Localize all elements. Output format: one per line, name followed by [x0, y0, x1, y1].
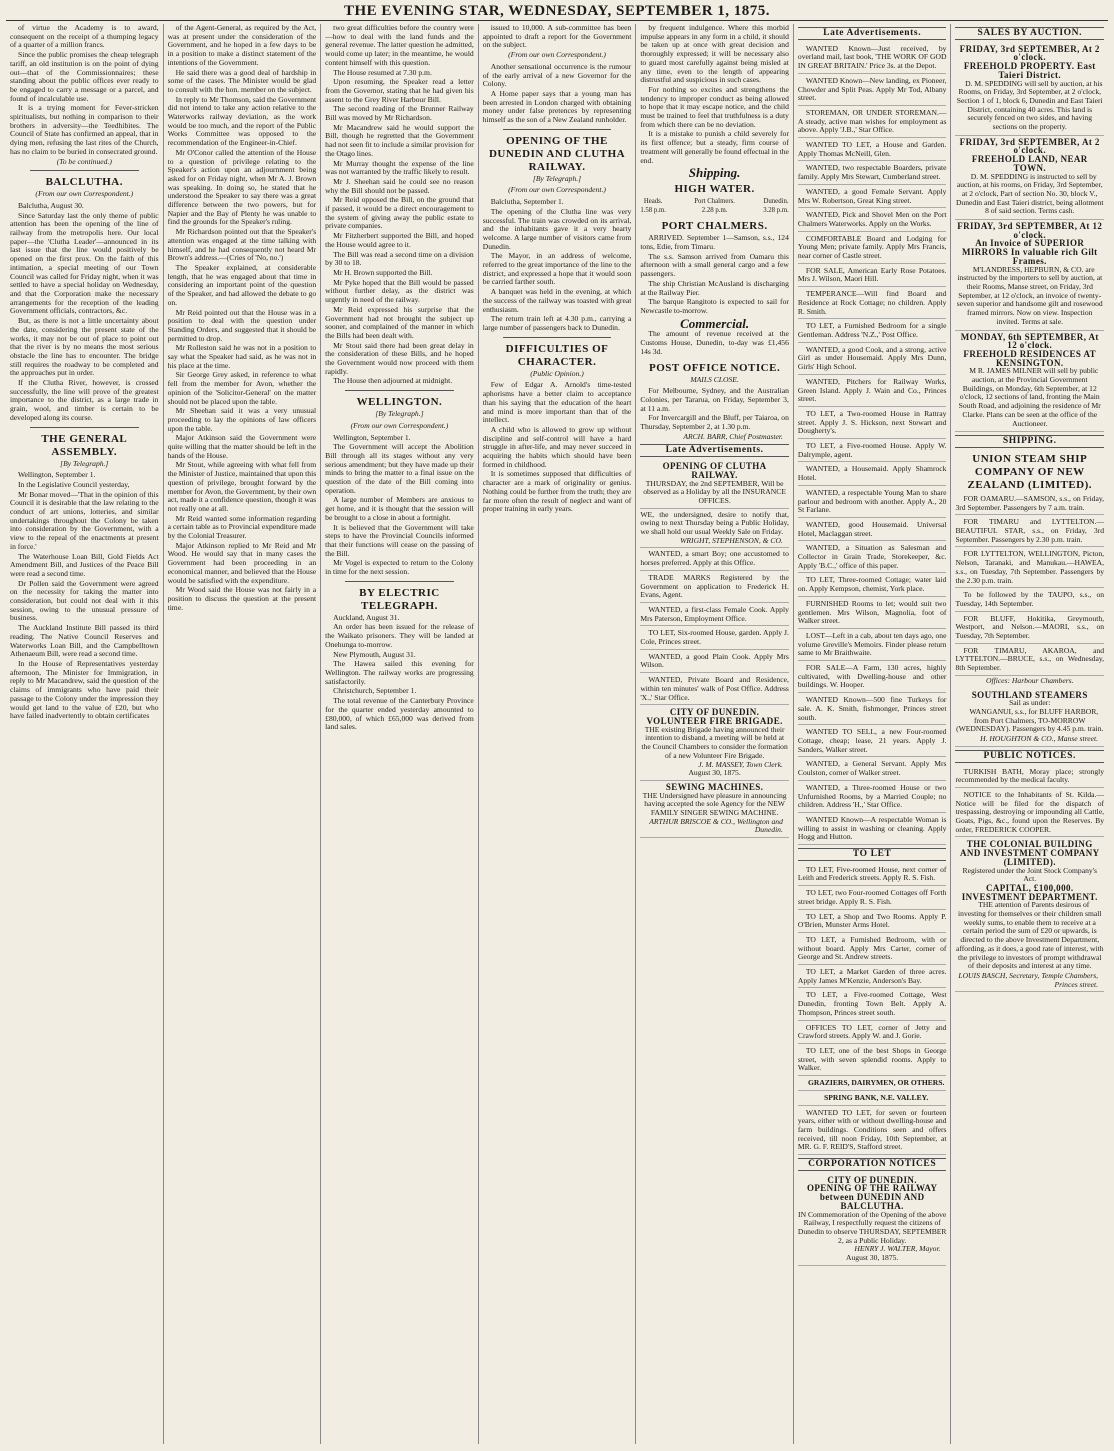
- column-5: [635, 24, 793, 1444]
- article-paragraph: The Speaker explained, at considerable length, that he was engaged about that time in considering an important point of the question of the Speaker, and had allowed the debate to go on.: [167, 262, 317, 307]
- article-paragraph: Few of Edgar A. Arnold's time-tested aphorisms have a better claim to acceptance than his saying that the education of the heart and mind is more important than that of the intellect.: [482, 380, 632, 425]
- sailing-notice: FOR LYTTELTON, WELLINGTON, Picton, Nelson, Taranaki, and Manukau.—HAWEA, s.s., on Tuesday, 7th September. Passengers by the 2.30 p.m. train.: [955, 548, 1104, 588]
- union-office-address: Offices: Harbour Chambers.: [985, 675, 1074, 685]
- article-paragraph: The Mayor, in an address of welcome, referred to the great importance of the line to the district, and expressed a hope that it would soon be carried farther south.: [482, 251, 632, 287]
- classified-ad: WANTED, a good Female Servant. Apply Mrs W. Robertson, Great King street.: [798, 186, 947, 208]
- classified-ad: WANTED TO SELL, a new Four-roomed Cottage, cheap; lease, 21 years. Apply J. Sanders, Walker street.: [798, 726, 947, 757]
- divider: [345, 390, 454, 391]
- high-water-entry: [640, 198, 666, 215]
- article-paragraph: The House resumed at 7.30 p.m.: [333, 67, 432, 77]
- article-paragraph: by frequent indulgence. Where this morbid impulse appears in any form in a child, it should be taken up at once with great decision and thoroughly expressed; it will be necessary also to guard most carefully against being misled at any time, even to the length of appearing distrustful and suspicious in such cases.: [640, 24, 789, 85]
- auction-date: MONDAY, 6th SEPTEMBER, At 12 o'clock.: [960, 331, 1099, 351]
- article-paragraph: If the Clutha River, however, is crossed successfully, the line will prove of the greatest importance to the district, as a large trade in grain, wool, and timber is certain to be developed along its course.: [10, 378, 159, 422]
- difficulties-headline: DIFFICULTIES OF CHARACTER.: [505, 342, 609, 368]
- article-paragraph: Christchurch, September 1.: [333, 686, 417, 696]
- article-paragraph: In the Legislative Council yesterday,: [18, 479, 130, 489]
- ad-title: CITY OF DUNEDIN.: [669, 707, 760, 718]
- column-7: [950, 24, 1108, 1444]
- notice-date: August 30, 1875.: [846, 1253, 899, 1263]
- classified-ad: COMFORTABLE Board and Lodging for Young Men; private family. Apply Mrs Francis, near corner of Castle street.: [798, 233, 947, 264]
- ad-signature: WRIGHT, STEPHENSON, & CO.: [680, 535, 783, 545]
- article-paragraph: The ship Christian McAusland is discharging at the Railway Pier.: [640, 278, 789, 297]
- article-paragraph: A large number of Members are anxious to get home, and it is thought that the session will be brought to a close in about a fortnight.: [325, 495, 474, 522]
- auction-title: An Invoice of SUPERIOR MIRRORS In valuable rich Gilt Frames.: [961, 238, 1098, 266]
- wellington-byline: [By Telegraph.]: [375, 409, 424, 419]
- article-paragraph: Mr Bonar moved—'That in the opinion of this Council it is desirable that the law relating to the conduct of art unions, lotteries, and similar undertakings throughout the Colony be taken into consideration by the Government, with a view to the repeal of the enactments at present in force.': [10, 489, 159, 551]
- late-advertisements-heading: Late Advertisements.: [640, 444, 789, 457]
- high-water-place: Heads.: [643, 197, 663, 205]
- corporation-notices-heading: CORPORATION NOTICES: [798, 1158, 947, 1171]
- high-water-place: Dunedin.: [763, 197, 789, 205]
- auction-date: FRIDAY, 3rd SEPTEMBER, At 2 o'clock.: [959, 136, 1100, 156]
- classified-ad: TEMPERANCE—Will find Board and Residence at Rock Cottage; no children. Apply R. Smith.: [798, 288, 947, 319]
- article-paragraph: The Government will accept the Abolition Bill through all its stages without any very serious amendment; but they have made up their minds to bring the matter to a final issue on the question of the date of the Bill coming into operation.: [325, 442, 474, 495]
- notice-subtitle: OPENING OF THE RAILWAY between DUNEDIN AND BALCLUTHA.: [806, 1183, 938, 1211]
- classified-ad: TO LET, Six-roomed House, garden. Apply J. Cole, Princes street.: [640, 627, 789, 649]
- divider: [30, 170, 139, 171]
- ad-title: OPENING OF CLUTHA RAILWAY.: [662, 461, 767, 480]
- article-paragraph: It is a trying moment for Fever-stricken spiritualists, but nothing in comparison to their brothers in adversity—the Teedhibites. The Council of State has confirmed an appeal, that in dying men, refusing the last rites of the Church, has no claim to be buried in consecrated ground.: [10, 103, 159, 156]
- sewing-machines-ad: [640, 781, 789, 838]
- ad-signature: J. M. MASSEY, Town Clerk.: [698, 759, 783, 769]
- article-paragraph: Mr Reid expressed his surprise that the Government had not brought the subject up sooner, and complained of the manner in which the Bills had been dealt with.: [325, 304, 474, 340]
- ad-signature: LOUIS BASCH, Secretary, Temple Chambers, Princes street.: [958, 970, 1099, 989]
- auction-ad: [955, 220, 1104, 330]
- ad-body: WANGANUI, s.s., for BLUFF HARBOR, from Port Chalmers, TO-MORROW (WEDNESDAY). Passengers by 4.45 p.m. train.: [956, 707, 1104, 734]
- classified-ad: WANTED Known—500 fine Turkeys for sale. A. K. Smith, fishmonger, Princes street south.: [798, 694, 947, 725]
- classified-ad: TO LET, a Furnished Bedroom for a single Gentleman. Address 'N.Z.,' Post Office.: [798, 320, 947, 342]
- public-notices-heading: PUBLIC NOTICES.: [955, 750, 1104, 763]
- article-paragraph: The total revenue of the Canterbury Province for the quarter ended yesterday amounted to £80,000, of which £65,000 was derived from land sales.: [325, 696, 474, 732]
- article-paragraph: For nothing so excites and strengthens the tendency to improper conduct as being allowed to hope that it may escape notice, and the child must be trained to feel that truthfulness is a duty from which there can be no deviation.: [640, 84, 789, 129]
- ad-title: SEWING MACHINES.: [665, 781, 764, 792]
- balclutha-byline: (From our own Correspondent.): [35, 189, 134, 199]
- classified-ad: WANTED Known—Just received, by overland mail, last book, 'THE WORK OF GOD IN GREAT BRITAIN.' Price 3s. at the Depot.: [798, 43, 947, 74]
- article-paragraph: Mr Vogel is expected to return to the Colony in time for the next session.: [325, 558, 474, 577]
- article-paragraph: Mr Macandrew said he would support the Bill, though he regretted that the Government had not seen fit to include a similar provision for the Otago lines.: [325, 122, 474, 158]
- classified-ad: TRADE MARKS Registered by the Government on application to Frederick H. Evans, Agent.: [640, 572, 789, 603]
- article-paragraph: The Hawea sailed this evening for Wellington. The railway works are progressing satisfactorily.: [325, 659, 474, 686]
- assembly-headline: THE GENERAL ASSEMBLY.: [41, 432, 128, 458]
- railway-holiday-notice: [798, 1174, 947, 1266]
- classified-ad: WANTED, a Situation as Salesman and Collector in Grain Trade, Storekeeper, &c. Apply 'B.C.,' office of this paper.: [798, 542, 947, 573]
- auction-date: FRIDAY, 3rd SEPTEMBER, At 12 o'clock.: [957, 221, 1103, 240]
- article-paragraph: An order has been issued for the release of the Waikato prisoners. They will be landed at Onehunga to-morrow.: [325, 622, 474, 649]
- opening-holiday-ad: [640, 460, 789, 509]
- classified-ad: OFFICES TO LET, corner of Jetty and Crawford streets. Apply W. and J. Gorie.: [798, 1022, 947, 1044]
- ad-date: August 30, 1875.: [688, 768, 741, 778]
- investment-department-heading: INVESTMENT DEPARTMENT.: [961, 891, 1098, 902]
- opening-byline: [By Telegraph.]: [532, 173, 582, 183]
- article-paragraph: Mr Fitzherbert supported the Bill, and hoped the House would agree to it.: [325, 231, 474, 249]
- auction-ad: [955, 331, 1104, 433]
- classified-ad: TO LET, Three-roomed Cottage; water laid on. Apply Kempson, chemist, York place.: [798, 574, 947, 596]
- classified-ad: FURNISHED Rooms to let; would suit two gentlemen. Mrs Wilson, Magnolia, foot of Walker street.: [798, 598, 947, 629]
- article-paragraph: of virtue the Academy is to award, consequent on the receipt of a thumping legacy of a quarter of a million francs.: [10, 24, 159, 50]
- sailing-notice: To be followed by the TAUPO, s.s., on Tuesday, 14th September.: [955, 589, 1104, 611]
- article-paragraph: Mr H. Brown supported the Bill.: [333, 267, 433, 277]
- notice-title: CITY OF DUNEDIN.: [827, 1174, 917, 1185]
- ad-body: THURSDAY, the 2nd SEPTEMBER, Will be observed as a Holiday by all the INSURANCE OFFICES.: [643, 478, 786, 505]
- classified-ad: TO LET, a Furnished Bedroom, with or without board. Apply Mrs Carter, corner of George and St. Andrew streets.: [798, 934, 947, 965]
- divider: [345, 581, 454, 582]
- classified-ad: WANTED Known—A respectable Woman is willing to assist in washing or cleaning. Apply Hogg and Hutton.: [798, 814, 947, 845]
- public-notice: NOTICE to the Inhabitants of St. Kilda.—Notice will be filed for the dispatch of trespassing, destroying or impounding all Cattle, Goats, Pigs, &c., found upon the Reserves. By order, FREDERICK COOPER.: [955, 789, 1104, 838]
- article-paragraph: It is believed that the Government will take steps to have the Provincial Councils informed that their functions will cease on the passing of the Bill.: [325, 522, 474, 558]
- columns: [6, 24, 1108, 1444]
- ad-capital: CAPITAL, £100,000.: [985, 882, 1074, 893]
- article-paragraph: Upon resuming, the Speaker read a letter from the Governor, stating that he had given his assent to the Grey River Harbour Bill.: [325, 77, 474, 104]
- late-advertisements-heading: Late Advertisements.: [798, 27, 947, 40]
- article-paragraph: Mr J. Sheehan said he could see no reason why the Bill should not be passed.: [325, 176, 474, 195]
- classified-ad: WANTED, good Housemaid. Universal Hotel, Maclaggan street.: [798, 519, 947, 541]
- sailing-notice: FOR BLUFF, Hokitika, Greymouth, Westport, and Nelson.—MAORI, s.s., on Tuesday, 7th September.: [955, 613, 1104, 644]
- article-paragraph: The Bill was read a second time on a division by 30 to 18.: [325, 249, 474, 268]
- high-water-entry: [694, 198, 735, 215]
- column-4: [478, 24, 636, 1444]
- fire-brigade-ad: [640, 706, 789, 781]
- classified-ad: WANTED, a Housemaid. Apply Shamrock Hotel.: [798, 463, 947, 485]
- article-paragraph: He said there was a good deal of hardship in some of the cases. The Minister would be glad to consult with the hon. member on the subject.: [167, 67, 317, 94]
- article-paragraph: Major Atkinson said the Government were quite willing that the matter should be left in the hands of the House.: [167, 433, 317, 460]
- divider: [503, 129, 612, 130]
- post-office-heading: POST OFFICE NOTICE.: [648, 361, 781, 374]
- article-paragraph: Mr Murray thought the expense of the line was not warranted by the traffic likely to result.: [325, 158, 474, 177]
- opening-railway-headline: OPENING OF THE DUNEDIN AND CLUTHA RAILWAY.: [488, 134, 626, 173]
- classified-ad: WANTED, a good Cook, and a strong, active Girl as under Housemaid. Apply Mrs Dunn, Girls' High School.: [798, 344, 947, 375]
- article-paragraph: Mr Stout, while agreeing with what fell from the Minister of Justice, maintained that upon this question of privilege, brought forward by the member for Avon, the Government, by their own act, made it a confidence question, though it was not really one at all.: [167, 460, 317, 513]
- high-water-table: [640, 198, 789, 215]
- ad-body: THE Undersigned have pleasure in announcing having accepted the sole Agency for the NEW FAMILY SINGER SEWING MACHINE.: [642, 790, 787, 818]
- column-1: [6, 24, 163, 1444]
- shipping-heading: Shipping.: [688, 165, 741, 181]
- auction-date: FRIDAY, 3rd SEPTEMBER, At 2 o'clock.: [959, 43, 1100, 63]
- article-paragraph: The Waterhouse Loan Bill, Gold Fields Act Amendment Bill, and Justices of the Peace Bill were read a second time.: [10, 551, 159, 578]
- auction-title: FREEHOLD LAND, NEAR TOWN.: [971, 154, 1088, 173]
- ad-body: WE, the undersigned, desire to notify that, owing to next Thursday being a Public Holiday, we shall hold our usual Weekly Sale on Friday.: [640, 509, 789, 537]
- article-paragraph: The amount of revenue received at the Customs House, Dunedin, to-day was £1,456 14s 3d.: [640, 329, 789, 356]
- article-paragraph: Mr Richardson pointed out that the Speaker's attention was engaged at the time talking with himself, and he had consequently not heard Mr Brown's address.—(Cries of 'No, no.'): [167, 227, 317, 263]
- classified-ad: WANTED, a Three-roomed House or two Unfurnished Rooms, by a Married Couple; no children. Address 'H.,' Star Office.: [798, 782, 947, 813]
- classified-ad: TO LET, a Market Garden of three acres. Apply James M'Kenzie, Anderson's Bay.: [798, 966, 947, 988]
- article-paragraph: A Home paper says that a young man has been arrested in London charged with obtaining money under false pretences by representing himself as the son of a New Zealand runholder.: [482, 88, 632, 125]
- high-water-time: 3.28 p.m.: [763, 206, 789, 214]
- classified-ad: WANTED, a first-class Female Cook. Apply Mrs Paterson, Employment Office.: [640, 604, 789, 626]
- auction-body: D. M. SPEDDING is instructed to sell by auction, at his rooms, on Friday, 3rd September, at 2 o'clock, Part of section No. 30, block V., Dunedin and East Taieri district, being allotment 8 of said section. Terms cash.: [955, 171, 1104, 216]
- auction-body: M'LANDRESS, HEPBURN, & CO. are instructed by the importers to sell by auction, at their Rooms, Manse street, on Friday, 3rd September, at 12 o'clock, an invoice of twenty-seven superior and handsome gilt and rosewood framed mirrors. Now on view. Inspection invited. Terms at sale.: [956, 264, 1103, 326]
- article-paragraph: of the Agent-General, as required by the Act, was at present under the consideration of the Government, and he hoped in a few days to be in a position to make a distinct statement of the intentions of the Government.: [167, 24, 317, 67]
- sailing-notice: FOR TIMARU and LYTTELTON.—BEAUTIFUL STAR, s.s., on Friday, 3rd September. Passengers by 2.30 p.m. train.: [955, 516, 1104, 547]
- article-paragraph: For Melbourne, Sydney, and the Australian Colonies, per Tararua, on Friday, September 3, at 11 a.m.: [640, 386, 789, 413]
- balclutha-headline: BALCLUTHA.: [45, 176, 123, 189]
- classified-ad: TO LET, a Shop and Two Rooms. Apply P. O'Brien, Munster Arms Hotel.: [798, 911, 947, 933]
- classified-ad: TO LET, a Five-roomed Cottage, West Dunedin, fronting Town Belt. Apply A. Thompson, Princes street south.: [798, 989, 947, 1020]
- article-paragraph: The barque Rangitoto is expected to sail for Newcastle to-morrow.: [640, 297, 789, 315]
- classified-ad: TO LET, Five-roomed House, next corner of Leith and Frederick streets. Apply R. S. Fish.: [798, 864, 947, 886]
- article-paragraph: A child who is allowed to grow up without discipline and self-control will have a hard struggle in after-life, and may never succeed in acquiring the habits which should have been formed in childhood.: [482, 424, 632, 469]
- sailing-notice: FOR TIMARU, AKAROA, and LYTTELTON.—BRUCE, s.s., on Wednesday, 8th September.: [955, 645, 1104, 676]
- article-paragraph: Mr O'Conor called the attention of the House to a question of privilege relating to the Speaker's action upon an adjournment being asked for on Friday night, when Mr A. J. Brown was speaking. In doing so, he stated that he understood the Speaker to say there was a great difference between the two powers, but for Napier and the Bay of Plenty he was unable to find the grounds for the Speaker's ruling.: [167, 147, 317, 227]
- auction-body: M R. JAMES MILNER will sell by public auction, at the Provincial Government Buildings, on Monday, 6th September, at 12 o'clock, 12 sections of land, fronting the Main South Road, and adjoining the residence of Mr Clarke. Plans can be seen at the office of the Auctioneer.: [958, 366, 1101, 428]
- article-paragraph: Major Atkinson replied to Mr Reid and Mr Wood. He would say that in many cases the Government had been proceeding in an economical manner, and believed that the House would be satisfied with the expenditure.: [167, 540, 317, 585]
- column-2: [163, 24, 321, 1444]
- classified-ad: TO LET, a Five-roomed House. Apply W. Dalrymple, agent.: [798, 440, 947, 462]
- ad-signature: ARTHUR BRISCOE & CO., Wellington and Dunedin.: [649, 816, 783, 835]
- classified-ad: LOST—Left in a cab, about ten days ago, one volume Greville's Memoirs. Finder please return same to Mr Braithwaite.: [798, 630, 947, 661]
- ad-body: THE attention of Parents desirous of investing for themselves or their children small weekly sums, to enable them to receive at a certain period the sum of £20 or upwards, is directed to the above Investment Department, affording, as it does, a good rate of interest, with the privilege to investors of prompt withdrawal of their deposits and interest at any time.: [956, 900, 1104, 971]
- classified-ad: WANTED TO LET, for seven or fourteen years, either with or without dwelling-house and farm buildings. Conditions seen and offers received, till noon Friday, 10th September, at MR. G. F. REID'S, Stafford street.: [798, 1107, 947, 1156]
- high-water-entry: [763, 198, 789, 215]
- auction-ad: [955, 43, 1104, 136]
- classified-ad: WANTED, a smart Boy; one accustomed to horses preferred. Apply at this Office.: [640, 548, 789, 570]
- classified-ad: WANTED, a respectable Young Man to share parlour and bedroom with another. Apply A., 20 St Farlane.: [798, 487, 947, 518]
- mayor-signature: HENRY J. WALTER, Mayor.: [854, 1244, 941, 1254]
- article-paragraph: A banquet was held in the evening, at which the success of the railway was toasted with great enthusiasm.: [482, 287, 632, 314]
- classified-ad: TO LET, one of the best Shops in George street, with seven splendid rooms. Apply to Walker.: [798, 1045, 947, 1076]
- high-water-place: Port Chalmers.: [694, 197, 735, 205]
- high-water-time: 2.28 p.m.: [701, 206, 728, 214]
- auction-body: D. M. SPEDDING will sell by auction, at his Rooms, on Friday, 3rd September, at 2 o'clock, Section 1 of 1, block 6, Dunedin and East Taieri District, containing 40 acres. This land is securely fenced on two sides, and having sections on the property.: [956, 78, 1103, 132]
- divider: [503, 337, 612, 338]
- article-paragraph: But, as there is not a little uncertainty about the date, considering the present state of the works, it may not be out of place to point out that the river is by no means the most serious obstacle the line has to encounter. The bridge still requires the roadway to be completed and the approaches put in order.: [10, 316, 159, 378]
- port-chalmers-heading: PORT CHALMERS.: [661, 220, 768, 233]
- auction-title: FREEHOLD RESIDENCES AT KENSINGTON.: [963, 348, 1097, 368]
- southland-steamers-ad: [955, 689, 1104, 747]
- electric-telegraph-headline: BY ELECTRIC TELEGRAPH.: [359, 586, 440, 612]
- column-3: [320, 24, 478, 1444]
- article-paragraph: Wellington, September 1.: [18, 470, 96, 480]
- sailing-notice: FOR OAMARU.—SAMSON, s.s., on Friday, 3rd September. Passengers by 7 a.m. train.: [955, 493, 1104, 515]
- classified-ad: WANTED, two respectable Boarders, private family. Apply Mrs Stewart, Cumberland street.: [798, 162, 947, 184]
- classified-ad: WANTED, a General Servant. Apply Mrs Coulston, corner of Walker street.: [798, 758, 947, 780]
- wellington-headline: WELLINGTON.: [356, 396, 443, 409]
- article-paragraph: two great difficulties before the country were—how to deal with the land funds and the general revenue. The latter question he admitted, would come up later; in the meantime, he would content himself with this question.: [325, 24, 474, 67]
- article-paragraph: For Invercargill and the Bluff, per Taiaroa, on Thursday, September 2, at 1.30 p.m.: [640, 413, 789, 432]
- article-paragraph: The s.s. Samson arrived from Oamaru this afternoon with a small general cargo and a few passengers.: [640, 251, 789, 279]
- sales-by-auction-heading: SALES BY AUCTION.: [955, 27, 1104, 40]
- article-paragraph: Mr Reid pointed out that the House was in a position to deal with the question under Standing Orders, and suggested that it should be permitted to drop.: [167, 307, 317, 343]
- article-paragraph: Another sensational occurrence is the rumour of the early arrival of a new Governor for the Colony.: [482, 61, 632, 89]
- article-paragraph: Mr Reid wanted some information regarding a certain table as to Provincial expenditure made by the Colonial Treasurer.: [167, 513, 317, 541]
- auction-ad: [955, 136, 1104, 220]
- ad-subtitle: Sail as under:: [1009, 698, 1051, 708]
- article-paragraph: Balclutha, September 1.: [490, 197, 564, 207]
- article-paragraph: Wellington, September 1.: [333, 432, 411, 442]
- article-paragraph: The second reading of the Brunner Railway Bill was moved by Mr Richardson.: [325, 104, 474, 123]
- article-paragraph: The House then adjourned at midnight.: [333, 376, 453, 386]
- classified-ad: WANTED Known—New landing, ex Pioneer, Chowder and Split Peas. Apply Mr Tod, Albany street.: [798, 75, 947, 106]
- colonial-building-ad: [955, 838, 1104, 992]
- article-paragraph: Since the public promises the cheap telegraph tariff, an old institution is on the point of dying out—that of the Commissionnaires; these standing about the public offices ever ready to be engaged to carry a message or a parcel, and found of incalculable use.: [10, 50, 159, 103]
- public-notice: TURKISH BATH, Moray place; strongly recommended by the medical faculty.: [955, 766, 1104, 788]
- column-6: [793, 24, 951, 1444]
- classified-ad: WANTED, a good Plain Cook. Apply Mrs Wilson.: [640, 651, 789, 673]
- article-paragraph: Mr Wood said the House was not fairly in a position to discuss the question at the present time.: [167, 585, 317, 612]
- notice-body: IN Commemoration of the Opening of the above Railway, I respectfully request the citizens of Dunedin to observe THURSDAY, SEPTEMBER 2, as a Public Holiday.: [797, 1209, 947, 1245]
- article-paragraph: The opening of the Clutha line was very successful. The train was crowded on its arrival, and the inhabitants gave it a very hearty welcome. A large number of visitors came from Dunedin.: [482, 206, 632, 251]
- classified-ad: WANTED, Private Board and Residence, within ten minutes' walk of Post Office. Address 'X.,' Star Office.: [640, 674, 789, 705]
- article-paragraph: In reply to Mr Thomson, said the Government did not intend to take any action relative to the Waterworks railway deviation, as the work would be too much, and the report of the Public Works Committee was opposed to the recommendation of the Engineer-in-Chief.: [167, 94, 317, 148]
- article-paragraph: New Plymouth, August 31.: [333, 649, 416, 659]
- article-paragraph: Since Saturday last the only theme of public attention has been the opening of the line of railway from the metropolis here. Our local paper—the 'Clutha Leader'—announced in its last issue that the line would positively be opened on the first prox. On the faith of this intimation, a special meeting of our Town Council was called for Friday night, when it was settled to have a special holiday on Wednesday, and that the Corporation make the necessary arrangements for the reception of the leading Government officials, contractors, &c.: [10, 210, 159, 316]
- classified-ad: WANTED TO LET, a House and Garden. Apply Thomas McNeill, Glen.: [798, 139, 947, 161]
- article-paragraph: Balclutha, August 30.: [18, 200, 84, 210]
- ad-body: THE existing Brigade having announced their intention to disband, a meeting will be held at the Council Chambers to consider the formation of a new Volunteer Fire Brigade.: [641, 724, 788, 760]
- ad-title: THE COLONIAL BUILDING AND INVESTMENT COMPANY (LIMITED).: [960, 839, 1100, 867]
- classified-ad: TO LET, a Two-roomed House in Rattray street. Apply J. S. Hickson, next Stewart and Dougherty's.: [798, 408, 947, 439]
- ad-subtitle: Registered under the Joint Stock Company's Act.: [962, 865, 1097, 884]
- arrived-notice: ARRIVED. September 1—Samson, s.s., 124 tons, Edie, from Timaru.: [640, 233, 789, 252]
- union-steam-ship-heading: UNION STEAM SHIP COMPANY OF NEW ZEALAND (LIMITED).: [967, 452, 1093, 491]
- divider: [30, 427, 139, 428]
- article-paragraph: Mr Rolleston said he was not in a position to say what the Speaker had said, as he was not in his place at the time.: [167, 343, 317, 370]
- article-paragraph: In the House of Representatives yesterday afternoon, The Minister for Immigration, in reply to Mr Macandrew, said the question of the claims of immigrants who have paid their passage to the Colony under the impression they would get land to the value of £20, but who have failed inadvertently to obtain certificates: [10, 659, 159, 721]
- article-paragraph: Sir George Grey asked, in reference to what fell from the member for Avon, whether the opinion of the 'Solicitor-General' on the matter should not be placed upon the table.: [167, 370, 317, 406]
- classified-ad: GRAZIERS, DAIRYMEN, OR OTHERS.: [798, 1077, 947, 1091]
- shipping-heading: SHIPPING.: [955, 435, 1104, 448]
- assembly-byline: [By Telegraph.]: [60, 458, 109, 468]
- article-paragraph: It is sometimes supposed that difficulties of character are a mark of originality or genius. Nothing could be further from the truth; they are far more often the result of neglect and want of proper training in early years.: [482, 469, 632, 514]
- opening-byline-2: (From our own Correspondent.): [508, 185, 606, 195]
- correspondent-note: (From our own Correspondent.): [508, 50, 606, 60]
- article-paragraph: The Auckland Institute Bill passed its third reading. The Native Council Reserves and Waterworks Loan Bill, and the Campbelltown Athenaeum Bill, were read a second time.: [10, 623, 159, 659]
- article-paragraph: Dr Pollen said the Government were agreed on the necessity for taking the matter into consideration, but could not deal with it this session, owing to the unusual pressure of business.: [10, 578, 159, 623]
- high-water-heading: HIGH WATER.: [674, 182, 755, 195]
- classified-ad: STOREMAN, OR UNDER STOREMAN.—A steady, active man wishes for employment as above. Apply 'J.B.,' Star Office.: [798, 107, 947, 138]
- article-paragraph: The return train left at 4.30 p.m., carrying a large number of passengers back to Dunedin.: [482, 314, 632, 332]
- classified-ad: FOR SALE—A Farm, 130 acres, highly cultivated, with Dwelling-house and other buildings. W. Hooper.: [798, 662, 947, 693]
- ad-subtitle: VOLUNTEER FIRE BRIGADE.: [646, 716, 783, 726]
- mails-close-label: MAILS CLOSE.: [690, 374, 739, 384]
- article-paragraph: Mr Pyke hoped that the Bill would be passed without further delay, as the district was urgently in need of the railway.: [325, 277, 474, 305]
- auction-title: FREEHOLD PROPERTY. East Taieri District.: [963, 61, 1096, 80]
- article-paragraph: Auckland, August 31.: [333, 612, 400, 622]
- classified-ad: WANTED, Pick and Shovel Men on the Port Chalmers Waterworks. Apply on the Works.: [798, 209, 947, 231]
- high-water-time: 1.58 p.m.: [640, 206, 666, 214]
- article-paragraph: Mr Sheehan said it was a very unusual proceeding to lay the opinions of law officers upon the table.: [167, 406, 317, 433]
- commercial-heading: Commercial.: [680, 315, 750, 331]
- postmaster-signature: ARCH. BARR, Chief Postmaster.: [683, 431, 783, 441]
- continued-note: (To be continued.): [56, 156, 112, 166]
- wellington-byline-2: (From our own Correspondent.): [350, 420, 449, 430]
- classified-ad: FOR SALE, American Early Rose Potatoes. Mrs J. Wilson, Maori Hill.: [798, 265, 947, 287]
- article-paragraph: Mr Stout said there had been great delay in the consideration of these Bills, and he hoped the Government would now proceed with them rapidly.: [325, 340, 474, 376]
- classified-ad: WANTED, Pitchers for Railway Works, Green Island. Apply J. Wain and Co., Princes street.: [798, 376, 947, 407]
- ad-title: SOUTHLAND STEAMERS: [971, 689, 1088, 700]
- classified-ad: SPRING BANK, N.E. VALLEY.: [798, 1092, 947, 1106]
- article-paragraph: Mr Reid opposed the Bill, on the ground that if passed, it would be a direct encouragement to the system of giving away the public estate to private companies.: [325, 195, 474, 231]
- difficulties-byline: (Public Opinion.): [530, 368, 584, 378]
- ad-signature: H. HOUGHTON & CO., Manse street.: [980, 734, 1099, 744]
- masthead: THE EVENING STAR, WEDNESDAY, SEPTEMBER 1, 1875.: [6, 4, 1108, 21]
- insurance-ad: [640, 509, 789, 549]
- article-paragraph: It is a mistake to punish a child severely for its first offence; but a steady, firm course of treatment will generally be found effectual in the end.: [640, 129, 789, 165]
- to-let-heading: TO LET: [798, 848, 947, 861]
- article-paragraph: issued to 10,000. A sub-committee has been appointed to draft a report for the Government on the subject.: [482, 24, 632, 50]
- classified-ad: TO LET, two Four-roomed Cottages off Forth street bridge. Apply R. S. Fish.: [798, 887, 947, 909]
